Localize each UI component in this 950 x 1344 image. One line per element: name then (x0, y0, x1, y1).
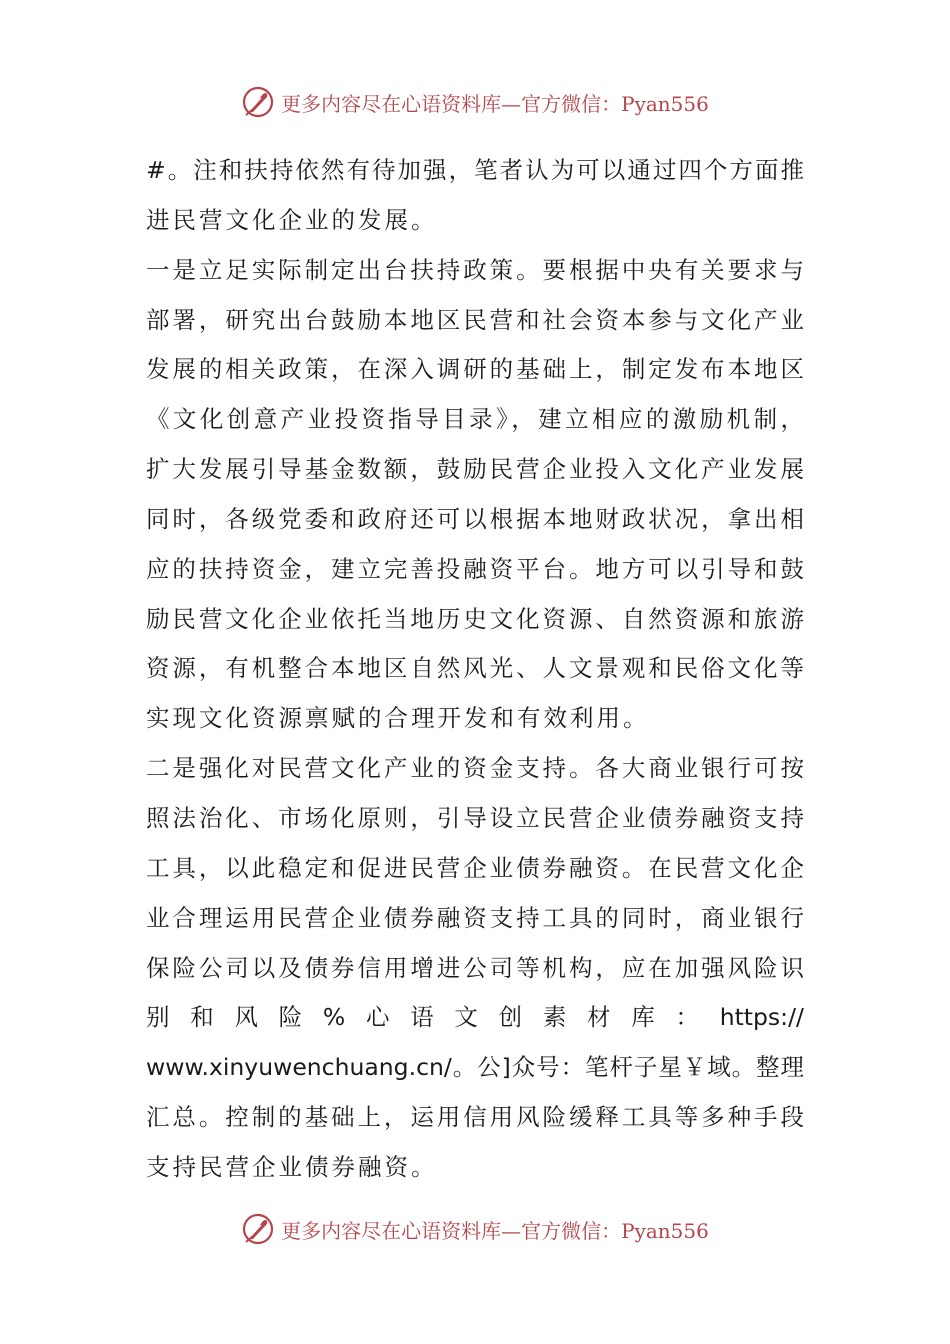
text-line: 扩大发展引导基金数额，鼓励民营企业投入文化产业发展 (146, 455, 804, 484)
document-body (146, 146, 804, 1193)
text-line: 照法治化、市场化原则，引导设立民营企业债券融资支持 (146, 803, 804, 832)
text-glyph: 素 (542, 1003, 567, 1032)
text-glyph: 语 (410, 1003, 434, 1032)
text-line: #。注和扶持依然有待加强，笔者认为可以通过四个方面推 (146, 156, 804, 184)
text-line: 支持民营企业债券融资。 (146, 1152, 438, 1181)
text-glyph: 和 (190, 1003, 214, 1032)
text-glyph: 风 (234, 1003, 258, 1032)
text-glyph: 文 (454, 1003, 478, 1032)
text-line: 应的扶持资金，建立完善投融资平台。地方可以引导和鼓 (146, 554, 804, 583)
quill-pen-logo-icon (241, 85, 275, 119)
text-glyph: 别 (146, 1003, 170, 1032)
header-banner (0, 82, 950, 122)
text-line: 进民营文化企业的发展。 (146, 205, 438, 234)
text-glyph: 创 (498, 1003, 523, 1032)
text-glyph: 材 (587, 1003, 611, 1032)
text-line: 工具，以此稳定和促进民营企业债券融资。在民营文化企 (146, 853, 804, 882)
text-line: www.xinyuwenchuang.cn/。公]众号：笔杆子星￥域。整理 (146, 1053, 804, 1082)
text-line: 业合理运用民营企业债券融资支持工具的同时，商业银行 (146, 903, 804, 932)
text-line: 汇总。控制的基础上，运用信用风险缓释工具等多种手段 (146, 1103, 804, 1132)
header-banner-text: 更多内容尽在心语资料库—官方微信：Pyan556 (281, 91, 709, 116)
footer-banner-text: 更多内容尽在心语资料库—官方微信：Pyan556 (281, 1218, 709, 1243)
text-line: 一是立足实际制定出台扶持政策。要根据中央有关要求与 (146, 255, 804, 284)
url-fragment: https:// (719, 1003, 804, 1032)
text-line: 保险公司以及债券信用增进公司等机构，应在加强风险识 (146, 953, 804, 982)
text-line: 发展的相关政策，在深入调研的基础上，制定发布本地区 (146, 355, 804, 384)
text-line: 资源，有机整合本地区自然风光、人文景观和民俗文化等 (146, 654, 804, 683)
text-line: 同时，各级党委和政府还可以根据本地财政状况，拿出相 (146, 504, 804, 533)
text-glyph: % (322, 1003, 346, 1032)
text-glyph: 心 (365, 1003, 390, 1032)
text-line: 二是强化对民营文化产业的资金支持。各大商业银行可按 (146, 754, 804, 783)
text-glyph: ： (675, 1003, 699, 1032)
text-line: 励民营文化企业依托当地历史文化资源、自然资源和旅游 (146, 604, 804, 633)
text-line (146, 993, 804, 1043)
quill-pen-logo-icon (241, 1212, 275, 1246)
text-line: 《文化创意产业投资指导目录》，建立相应的激励机制， (146, 405, 804, 434)
text-line: 部署，研究出台鼓励本地区民营和社会资本参与文化产业 (146, 305, 804, 334)
text-glyph: 库 (631, 1003, 655, 1032)
footer-banner (0, 1209, 950, 1249)
text-glyph: 险 (278, 1003, 303, 1032)
text-line: 实现文化资源禀赋的合理开发和有效利用。 (146, 704, 650, 733)
